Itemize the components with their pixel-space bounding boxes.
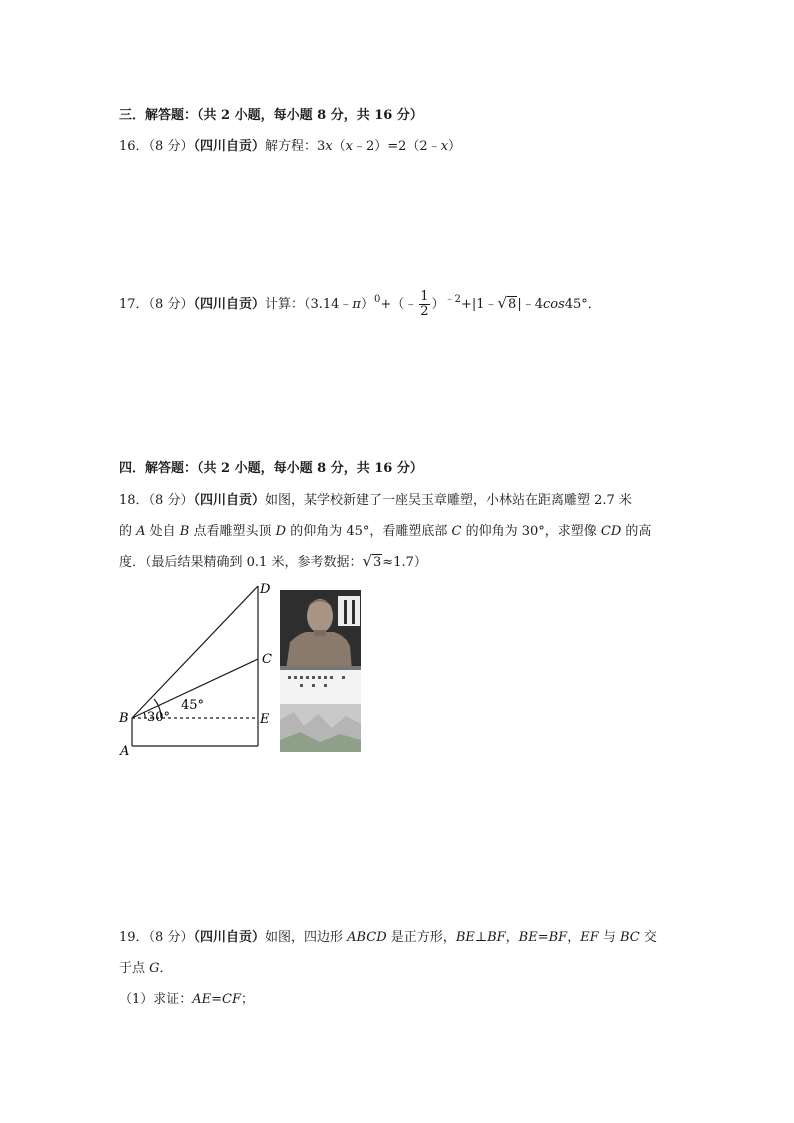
expression-part: 45°． — [564, 297, 601, 312]
question-18-line-3 — [119, 551, 427, 570]
expression-part: +（﹣ — [380, 297, 418, 312]
fraction — [419, 290, 429, 319]
question-text: ， — [567, 930, 581, 945]
radical-sign: √ — [497, 294, 508, 312]
exponent: 0 — [373, 294, 381, 305]
question-text: 的高 — [621, 524, 652, 539]
section-3-header: 三．解答题：（共 2 小题，每小题 8 分，共 16 分） — [119, 108, 423, 123]
label-a: A — [120, 744, 130, 759]
exponent: ﹣2 — [444, 294, 461, 305]
question-text: 度．（最后结果精确到 0.1 米，参考数据： — [119, 555, 363, 570]
question-number: 19．（8 分） — [119, 930, 194, 945]
question-text: 如图，某学校新建了一座吴玉章雕塑，小林站在距离雕塑 2.7 米 — [264, 493, 632, 508]
fraction-numerator: 1 — [420, 289, 429, 304]
question-number: 16．（8 分） — [119, 139, 194, 154]
relation: BE⊥BF — [455, 930, 506, 945]
expression-part: ） — [431, 297, 445, 312]
question-text: 点看雕塑头顶 — [189, 524, 276, 539]
label-c: C — [262, 652, 272, 667]
angle-45-label: 45° — [181, 698, 205, 713]
question-text: ． — [159, 961, 173, 976]
expression-part: |﹣4 — [517, 297, 543, 312]
relation: AE=CF — [192, 992, 242, 1007]
question-text: （1）求证： — [119, 992, 193, 1007]
question-source: （四川自贡） — [193, 297, 265, 312]
question-text: 处自 — [145, 524, 180, 539]
question-source: （四川自贡） — [193, 139, 265, 154]
shape-label: ABCD — [347, 930, 387, 945]
segment-label: EF — [580, 930, 599, 945]
question-text: 于点 — [119, 961, 150, 976]
point-label: D — [275, 524, 287, 539]
question-text: 是正方形， — [386, 930, 456, 945]
point-label: G — [149, 961, 160, 976]
radicand: 3 — [373, 555, 382, 570]
angle-arc-30 — [144, 712, 145, 718]
question-16 — [119, 135, 461, 154]
point-label: A — [136, 524, 146, 539]
question-number: 18．（8 分） — [119, 493, 194, 508]
expression-part: +|1﹣ — [460, 297, 498, 312]
section-4-header: 四．解答题：（共 2 小题，每小题 8 分，共 16 分） — [119, 461, 423, 476]
equation-variable: x — [440, 139, 449, 154]
equation-variable: x — [325, 139, 333, 154]
question-18-line-2 — [119, 520, 651, 539]
question-18-line-1 — [119, 489, 632, 508]
segment-label: BC — [619, 930, 640, 945]
point-label: B — [179, 524, 190, 539]
question-text: ； — [241, 992, 255, 1007]
expression-part: 计算：（3.14﹣ — [264, 297, 353, 312]
question-text: 的仰角为 30°，求塑像 — [461, 524, 601, 539]
question-19-line-1 — [119, 926, 657, 945]
geometry-figure — [115, 578, 285, 760]
pi-symbol: π — [352, 297, 361, 312]
equation-part: ） — [448, 139, 462, 154]
equation-part: ﹣2）=2（2﹣ — [352, 139, 441, 154]
question-19-subpart-1 — [119, 988, 254, 1007]
question-text: 的 — [119, 524, 137, 539]
question-text: 交 — [639, 930, 657, 945]
question-17 — [119, 290, 601, 319]
point-label: C — [451, 524, 462, 539]
segment-label: CD — [600, 524, 622, 539]
label-b: B — [119, 711, 129, 726]
square-root — [362, 552, 382, 570]
fraction-denominator: 2 — [420, 304, 429, 319]
question-source: （四川自贡） — [193, 493, 265, 508]
equation-variable: x — [345, 139, 353, 154]
question-text: 的仰角为 45°，看雕塑底部 — [286, 524, 452, 539]
relation: BE=BF — [518, 930, 568, 945]
equation-part: （ — [332, 139, 346, 154]
square-root — [497, 294, 517, 312]
question-number: 17．（8 分） — [119, 297, 194, 312]
label-d: D — [260, 582, 271, 597]
question-text: 如图，四边形 — [264, 930, 348, 945]
label-e: E — [260, 712, 270, 727]
radicand: 8 — [508, 297, 517, 312]
cos-function: cos — [542, 297, 565, 312]
angle-30-label: 30° — [147, 710, 171, 725]
question-19-line-2 — [119, 957, 173, 976]
radical-sign: √ — [362, 552, 373, 570]
question-text: ， — [505, 930, 519, 945]
question-text: ≈1.7） — [382, 555, 427, 570]
question-text: 与 — [598, 930, 620, 945]
equation-part: 3 — [316, 139, 326, 154]
question-source: （四川自贡） — [193, 930, 265, 945]
expression-part: ） — [360, 297, 374, 312]
statue-photo — [280, 590, 361, 752]
question-prompt: 解方程： — [264, 139, 317, 154]
